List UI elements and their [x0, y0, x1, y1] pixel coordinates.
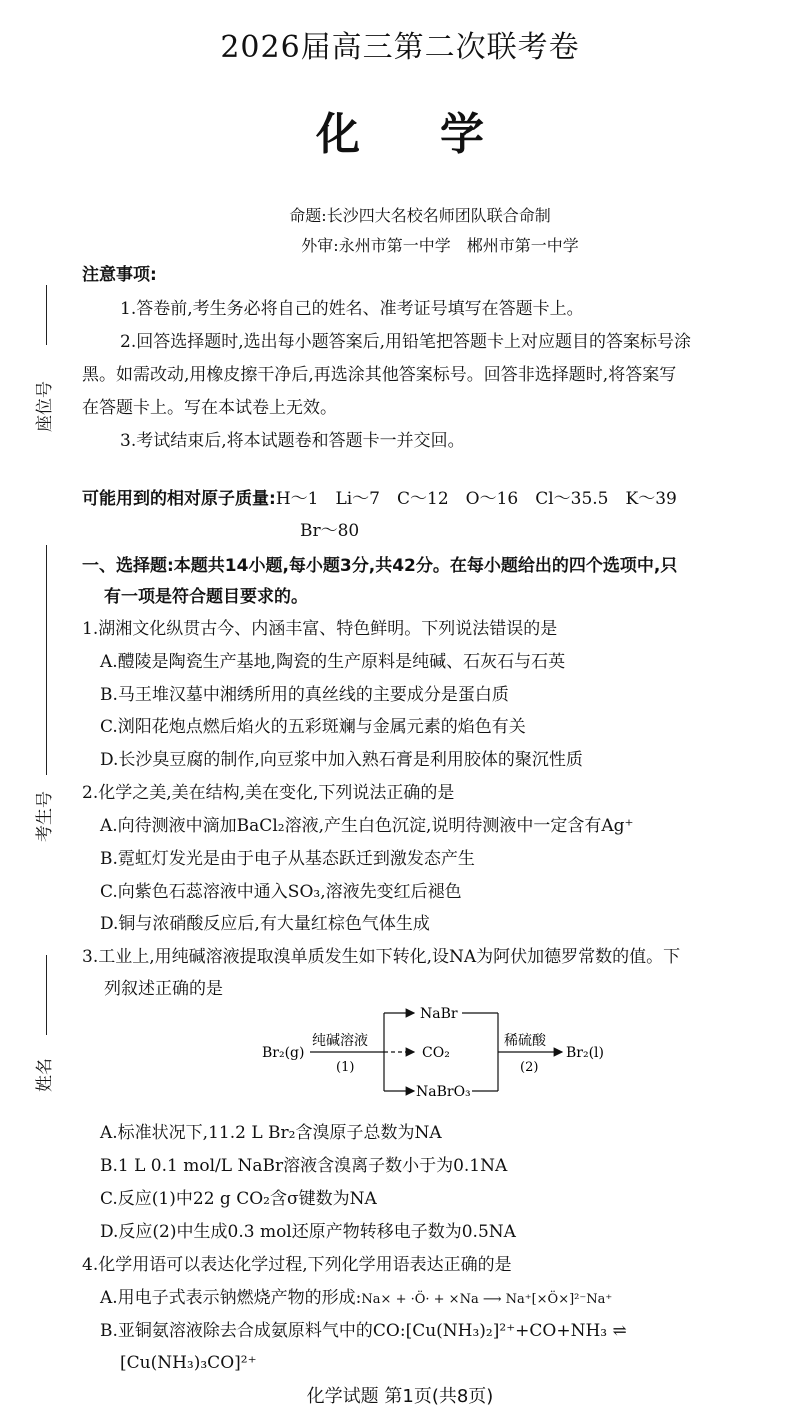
q4-stem: 4.化学用语可以表达化学过程,下列化学用语表达正确的是: [82, 1255, 512, 1275]
diagram-step-2: (2): [520, 1060, 539, 1075]
conversion-diagram: [250, 1005, 630, 1115]
q1-option-b: B.马王堆汉墓中湘绣所用的真丝线的主要成分是蛋白质: [100, 685, 509, 705]
diagram-step-1: (1): [336, 1060, 355, 1075]
q3-option-d: D.反应(2)中生成0.3 mol还原产物转移电子数为0.5NA: [100, 1222, 516, 1242]
exam-no-line: [46, 545, 47, 775]
name-label: 姓名: [35, 1058, 55, 1092]
q2-stem: 2.化学之美,美在结构,美在变化,下列说法正确的是: [82, 783, 455, 803]
q3-option-c: C.反应(1)中22 g CO₂含σ键数为NA: [100, 1189, 377, 1209]
q1-option-a: A.醴陵是陶瓷生产基地,陶瓷的生产原料是纯碱、石灰石与石英: [100, 652, 566, 672]
q3-option-a: A.标准状况下,11.2 L Br₂含溴原子总数为NA: [100, 1123, 442, 1143]
diagram-product-3: NaBrO₃: [416, 1084, 471, 1100]
q4-option-b-2: [Cu(NH₃)₃CO]²⁺: [120, 1353, 257, 1373]
atomic-mass-line: [82, 486, 782, 512]
author-line: 命题:长沙四大名校名师团队联合命制: [289, 206, 551, 225]
q1-stem: 1.湖湘文化纵贯古今、内涵丰富、特色鲜明。下列说法错误的是: [82, 619, 558, 639]
q1-option-d: D.长沙臭豆腐的制作,向豆浆中加入熟石膏是利用胶体的聚沉性质: [100, 750, 583, 770]
q4-option-a-text: A.用电子式表示钠燃烧产物的形成:: [100, 1288, 362, 1308]
q4-electron-formula: Na× + ·Ö· + ×Na ⟶ Na⁺[×Ö×]²⁻Na⁺: [361, 1292, 613, 1307]
note-2c: 在答题卡上。写在本试卷上无效。: [82, 398, 337, 418]
atomic-mass-values: H～1 Li～7 C～12 O～16 Cl～35.5 K～39: [275, 489, 677, 509]
q4-option-a: [100, 1285, 800, 1313]
notes-heading: 注意事项:: [82, 265, 157, 285]
atomic-mass-line-2: Br～80: [300, 521, 360, 541]
atomic-mass-label: 可能用到的相对原子质量:: [82, 489, 276, 509]
note-3: 3.考试结束后,将本试题卷和答题卡一并交回。: [120, 431, 465, 451]
q2-option-c: C.向紫色石蕊溶液中通入SO₃,溶液先变红后褪色: [100, 882, 462, 902]
page-footer: 化学试题 第1页(共8页): [306, 1386, 494, 1407]
q4-option-b-1: B.亚铜氨溶液除去合成氨原料气中的CO:[Cu(NH₃)₂]²⁺+CO+NH₃ ⇌: [100, 1321, 627, 1341]
note-2a: 2.回答选择题时,选出每小题答案后,用铅笔把答题卡上对应题目的答案标号涂: [120, 332, 692, 352]
section-heading-2: 有一项是符合题目要求的。: [104, 587, 308, 607]
diagram-product-2: CO₂: [422, 1045, 450, 1061]
exam-title: 2026届高三第二次联考卷: [220, 30, 580, 65]
diagram-reagent-1: 纯碱溶液: [312, 1033, 368, 1049]
note-2b: 黑。如需改动,用橡皮擦干净后,再选涂其他答案标号。回答非选择题时,将答案写: [82, 365, 677, 385]
q3-stem-2: 列叙述正确的是: [104, 979, 223, 999]
note-1: 1.答卷前,考生务必将自己的姓名、准考证号填写在答题卡上。: [120, 299, 584, 319]
exam-no-label: 考生号: [35, 791, 55, 842]
section-heading-1: 一、选择题:本题共14小题,每小题3分,共42分。在每小题给出的四个选项中,只: [82, 556, 678, 576]
name-line: [46, 955, 47, 1035]
diagram-product-1: NaBr: [420, 1006, 458, 1022]
seat-line: [46, 285, 47, 345]
q1-option-c: C.浏阳花炮点燃后焰火的五彩斑斓与金属元素的焰色有关: [100, 717, 526, 737]
q3-option-b: B.1 L 0.1 mol/L NaBr溶液含溴离子数小于为0.1NA: [100, 1156, 508, 1176]
q2-option-a: A.向待测液中滴加BaCl₂溶液,产生白色沉淀,说明待测液中一定含有Ag⁺: [100, 816, 634, 836]
q3-stem-1: 3.工业上,用纯碱溶液提取溴单质发生如下转化,设NA为阿伏加德罗常数的值。下: [82, 947, 681, 967]
subject-title: 化学: [316, 109, 564, 160]
review-line: 外审:永州市第一中学 郴州市第一中学: [301, 236, 579, 255]
diagram-start: Br₂(g): [262, 1045, 305, 1061]
q2-option-b: B.霓虹灯发光是由于电子从基态跃迁到激发态产生: [100, 849, 475, 869]
diagram-end: Br₂(l): [566, 1045, 604, 1061]
diagram-reagent-2: 稀硫酸: [504, 1033, 546, 1049]
seat-label: 座位号: [35, 381, 55, 432]
q2-option-d: D.铜与浓硝酸反应后,有大量红棕色气体生成: [100, 914, 430, 934]
